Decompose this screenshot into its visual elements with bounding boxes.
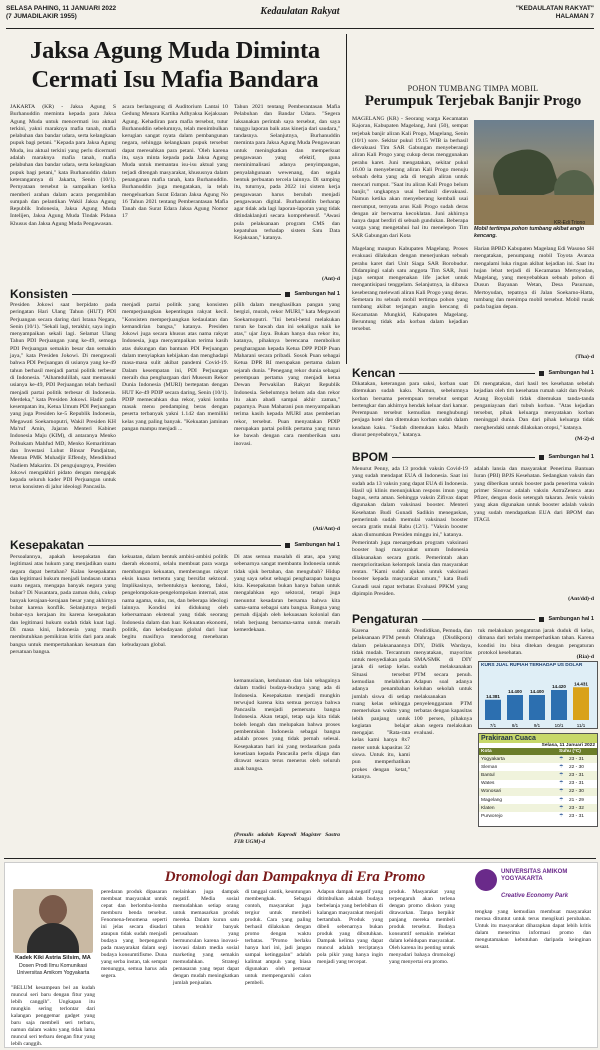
amikom-emblem-icon	[475, 869, 497, 891]
promo-col-3: melainkan juga dampak negatif. Media sosial memudahkan setiap orang untuk memasarkan produk mereka. Dalam kurun satu tahun terakhir banyak perusahaan yang bermunculan karena inovasi-inovasi dalam media sosial marketing yang semakin memudahkan. Strategi pemasaran yang tepat dapat dengan mudah meningkatkan jumlah penjualan.	[173, 889, 239, 986]
weather-city: Bantul	[481, 772, 495, 778]
kurs-value-label: 14.420	[552, 684, 566, 689]
pengaturan-sambungan: Sambungan hal 1	[548, 616, 594, 622]
lead-tag: (Ant)-d	[321, 276, 340, 282]
square-bullet-icon	[539, 371, 544, 376]
kurs-date-label: 8/1	[511, 723, 519, 728]
weather-table-header	[479, 748, 597, 755]
header-right-block	[516, 5, 594, 21]
pengaturan-title: Pengaturan	[352, 612, 419, 626]
weather-box	[478, 733, 598, 827]
kesepakatan-header	[10, 538, 340, 552]
rain-icon: ☂	[559, 772, 564, 778]
kurs-date-label: 11/1	[576, 723, 586, 728]
kurs-bar	[485, 700, 501, 720]
kencan-title: Kencan	[352, 366, 396, 380]
tumbang-tag: (Tha)-d	[575, 354, 594, 360]
kesepakatan-title: Kesepakatan	[10, 538, 85, 552]
kurs-title: KURS JUAL RUPIAH TERHADAP US DOLAR	[481, 663, 583, 668]
kesepakatan-col-1: Persoalannya, apakah kesepakatan dan legitimasi atas hukum yang menjadikan suatu negara dapat bertahan? Kalau kesepakatan dan legitimasi hukum menjadi landasan utama suatu negara, mengapa banyak negara yang bubar? Di Nusantara, pada zaman dulu, cukup banyak kerajaan-kerajaan besar yang akhirnya bubar karena konflik. Selanjutnya terjadi bubar-nya kerajaan itu karena kesepakatan dan legitimasi hukum sudah tidak kuat lagi. Di masa kini, Indonesia yang masih membutuhkan pemikiran kritis dari para anak bangsa untuk mempertahankan kesatuan dan persatuan bangsa.	[10, 554, 116, 655]
kencan-col-1: Dikatakan, keterangan para saksi, korban saat ditemukan sudah kaku. Namun, sebelumnya korban bersama perempuan tersebut sempat bertengkar dan akhirnya hendak keluar dari kamar. Perempuan tersebut kemudian menghubungi penjaga hotel dan ditemukan korban sudah dalam keadaan kaku. "Sudah ditemukan kaku. Masih diusut penyebabnya," katanya.	[352, 381, 468, 439]
promo-col-7: tengkap yang kemudian membuat masyarakat merasa dituntut untuk terus mengikuti perubahan. Untuk itu masyarakat diharapkan dapat lebih kritis dalam menerima informasi promo dan mengutamakan kebutuhan daripada keinginan sesaat.	[475, 909, 591, 950]
kurs-bar	[551, 690, 567, 720]
pengaturan-col-2: Pendidikan, Pemuda, dan Olahraga (Disdikpora) DIY, Didik Wardaya, menyatakan, mayoritas SMA/SMK di DIY sudah melaksanakan PTM secara penuh. Adapun soal adanya keluhan sekolah untuk melaksanakan penyelenggaraan PTM terbatas dengan kapasitas 100 persen, pihaknya akan segera melakukan evaluasi.	[414, 628, 472, 737]
kencan-sambungan: Sambungan hal 1	[548, 370, 594, 376]
weather-row	[479, 755, 597, 763]
author-head-shape	[39, 895, 67, 925]
bpom-col-2: Pemerintah juga menargetkan program vaksinasi booster bagi masyarakat umum Indonesia dilaksanakan secara gratis. Pemerintah akan memprioritaskan kelompok lansia dan masyarakat rentan. "Kami sudah ajukan untuk vaksinasi booster kepada masyarakat umum," kata Budi Gunadi usai rapat terbatas Evaluasi PPKM yang dipimpin Presiden.	[352, 540, 468, 598]
bpom-tag: (Ant/dd)-d	[568, 596, 594, 602]
weather-row	[479, 804, 597, 812]
kurs-value-label: 14.400	[530, 689, 544, 694]
author-photo	[13, 889, 93, 953]
kurs-bar	[507, 695, 523, 720]
kesepakatan-col-2: kekuatan, dalam bentuk ambisi-ambisi politik daerah ekonomi, selalu membuat para warga membangun kekuatan, memberangus rakyat eksis kuasa tertentu yang bersifat sektoral. Implikasinya, terbentuknya kentong, faksi, pengelompokan-pengelompokan internal, atas nama agama, suku, ras, dan beberapa ideologi lainnya. Kondisi ini didukung oleh kebersamaan ekstenal yang tidak seorang Indonesia dalam dan luar. Kekuatan ekonomi, politik, dan kebudayaan global dari luar begitu masifnya mendorong menebaran kebudayaan global.	[122, 554, 228, 648]
kesepakatan-sambungan: Sambungan hal 1	[294, 542, 340, 548]
tumbang-col-3: Harian BPBD Kabupaten Magelang Edi Wasono SH mengatakan, penumpang mobil Toyota Avanza mengalami luka ringan akibat kejadian ini. Saat itu hujan lebat terjadi di Kecamatan Mertoyudan, Magelang, yang menyebabkan sebuah pohon di Dusun Bayanan Wetan, Desa Pasuruan, Mertoyudan, tepatnya di Jalan Soekarno-Hatta, tumbang dan menimpa mobil tersebut. Mobil rusak pada bagian depan.	[474, 246, 594, 311]
kesepakatan-col-3: Di atas semua masalah di atas, apa yang sebenarnya sangat membantu Indonesia untuk tidak ujuk bertahan, dan mengubah? Hidup yang saya sebut sebagai pengharapan bangsa kita. Kesepakatan bukan hanya bahan untuk mengalahkan ego sektoral, tetapi juga menuntut kesadaran bersama bahwa kita sama-sama sebagai satu bangsa. Bangsa yang pernah dijajah oleh kekuasaan kolonial dan telah berjuang bersama-sama untuk meraih kemerdekaan.	[234, 554, 340, 633]
lead-col-1: JAKARTA (KR) - Jaksa Agung S Burhanuddin meminta kepada para Jaksa Agung Muda untuk mencermati isu aktual terkini, yakni maraknya mafia tanah, mafia pelabuhan dan bandar udara, serta kelangkaan pupuk bagi petani. "Kepada para Jaksa Agung Muda, isu aktual terkini yang perlu dicermati adalah maraknya mafia tanah, mafia pelabuhan dan bandar udara, serta kelangkaan pupuk bagi petani," kata Burhanuddin dalam keterangannya di Jakarta, Senin (10/1). Pernyataan tersebut ia sampaikan ketika memberi arahan dalam acara pengambilan sumpah dan pelantikan Wakil Jaksa Agung Republik Indonesia, Jaksa Agung Muda Intelijen, Jaksa Agung Muda Tindak Pidana Khusus dan Jaksa Agung Muda Pengawasan.	[10, 104, 116, 227]
kurs-chart	[478, 661, 598, 729]
date-line: SELASA PAHING, 11 JANUARI 2022	[6, 5, 117, 12]
rain-icon: ☂	[559, 789, 564, 795]
rain-icon: ☂	[559, 813, 564, 819]
weather-date: Selasa, 11 Januari 2022	[541, 743, 595, 748]
weather-city: Wonosari	[481, 789, 502, 795]
weather-row	[479, 780, 597, 788]
promo-col-2: peredaran produk dipasaran membuat masyarakat untuk cepat dan berlomba-lomba memburu benda tersebut. Fenomena-fenomena seperti ini jelas secara disadari ataupun tidak sudah menjadi budaya yang berpengaruh pada masyarakat dalam segi budaya konsumtifisme. Duna yang serba instan, tak sempat menunggu, semua harus ada segera.	[101, 889, 167, 979]
author-body-shape	[27, 923, 79, 953]
konsisten-title: Konsisten	[10, 287, 69, 301]
weather-temp: 22 - 30	[569, 789, 584, 795]
promo-col-4: di tanggal cantik, keuntungan membengkak. Sebagai contoh, masyarakat juga tergiur untuk membeli produk. Cara yang paling berhasil dilakukan dengan promo dengan waktu terbatas. "Promo berlaku hanya hari ini, jadi jangan sampai ketinggalan" adalah kalimat ampuh yang biasa digunakan oleh pemasar untuk mempengaruhi calon pembeli.	[245, 889, 311, 986]
kurs-value-label: 14.431	[574, 681, 588, 687]
weather-row	[479, 788, 597, 796]
weather-temp: 23 - 31	[569, 781, 584, 787]
square-bullet-icon	[539, 455, 544, 460]
weather-temp: 23 - 31	[569, 756, 584, 762]
banner-rule	[4, 858, 596, 859]
weather-city: Magelang	[481, 797, 503, 803]
tumbang-kicker: POHON TUMBANG TIMPA MOBIL	[407, 84, 539, 93]
weather-city: Wates	[481, 781, 495, 787]
section-rule	[72, 294, 281, 295]
news-photo	[474, 120, 594, 225]
tumbang-col-1: MAGELANG (KR) - Seorang warga Kecamatan Kajoran, Kabupaten Magelang, Juni (50), sempat terjebak banjir aliran Kali Progo, Magelang, Senin (10/1) sore. Sekitar pukul 19.15 WIB ia berhasil dievakuasi Tim SAR Gabungan menyeberangi aliran Kali Progo yang cukup deras menggunakan perahu karet. Juni mengatakan, sekitar pukul 16.00 ia menyeberang aliran Kali Progo menuju sebuah delta yang ada di tengah aliran untuk mencari rumput. "Saat itu aliran Kali Progo belum banjir," ungkapnya usai berhasil dievakuasi. Namun ketika akan menyeberang kembali usai merumput, ternyata arus Kali Progo sudah deras dengan air berwarna kecoklatan. Juni akhirnya hanya dapat berdiri di sebuah gundukan. Beberapa warga yang mengetahui hal itu menelepon Tim SAR Gabungan dari Kota	[352, 116, 468, 239]
tumbang-headline: Perumpuk Terjebak Banjir Progo	[364, 93, 582, 109]
square-bullet-icon	[285, 292, 290, 297]
promo-banner	[4, 862, 598, 1048]
lead-headline-line2: Cermati Isu Mafia Bandara	[31, 66, 319, 93]
square-bullet-icon	[539, 617, 544, 622]
author-title: Dosen Prodi Ilmu Komunikasi Universitas Amikom Yogyakarta	[16, 963, 90, 976]
weather-col-city: Kota	[481, 749, 492, 754]
photo-credit: KR-Edi Triono	[554, 220, 586, 226]
lead-headline	[10, 36, 340, 94]
kesepakatan-author: (Penulis adalah Kaprodi Magister Sastra FIB UGM)-d	[234, 832, 340, 846]
javanese-date: (7 JUMADILAKIR 1955)	[6, 13, 77, 20]
section-rule	[422, 619, 535, 620]
weather-temp: 23 - 31	[569, 772, 584, 778]
weather-row	[479, 763, 597, 771]
kencan-header	[352, 366, 594, 380]
column-divider	[346, 34, 347, 364]
konsisten-col-2: menjadi partai politik yang konsisten memperjuangkan kepentingan rakyat kecil. "Konsisten memperjuangkan kedaulatan dan kemandirian bangsa," katanya. Presiden Jokowi juga secara khusus atas nama rakyat Indonesia, juga menyampaikan terima kasih atas dukungan dan bantuan PDI Perjuangan dalam menyiapkan kebijakan dan menghadapi masa-masa sulit akibat pandemi Covid-19. Dalam kesempatan ini, PDI Perjuangan meraih dua penghargaan dari Museum Rekor Dunia Indonesia (MURI) bertepatan dengan HUT Ke-49 PDIP secara daring, Senin (10/1). PDIP memecahkan dua rekor, yakni lomba masak menu pendamping beras dengan peserta terbanyak yakni 1.142 dan memiliki kelas yang paling banyak. "Kekuatan jaminan pangan mampu menjadi ...	[122, 302, 228, 433]
section-rule	[399, 373, 535, 374]
kesepakatan-col-4: kemanusiaan, ketuhanan dan lain sebagainya dalam tradisi budaya-budaya yang ada di Indonesia. Kesepakatan menjadi mungkin terwujud karena kita semua percaya bahwa Pancasila menjadi pemersatu bangsa Indonesia. Akan tetapi, tetap saja kita tidak boleh lengah dan melupakan bahwa proses pembentukan Indonesia sebagai bangsa adalah proses yang tidak pernah selesai. Kesepakatan hari ini yang terdasarkan pada kesetiaan kepada Pancasila perlu dijaga dan dirawat secara terus menerus oleh seluruh anak bangsa.	[234, 678, 340, 772]
amikom-logo	[475, 867, 591, 907]
pengaturan-tag: (Ria)-d	[576, 654, 594, 660]
lead-col-2: acara berlangsung di Auditorium Lantai 10 Gedung Menara Kartika Adhyaksa Kejaksaan Agung. Kehadiran para mafia tersebut, tutur Burhanuddin sebelumnya, telah menimbulkan kerugian sangat nyata dalam pembangunan negara, sehingga kelangkaan pupuk tersebut dapat meresahkan para petani. 'Oleh karena itu, saya minta kepada pada Jaksa Agung Muda untuk memantau isu-isu aktual yang terjadi ditengah masyarakat, khususnya dalam penanganan mafia tanah, kata Burhanuddin. Burhanuddin juga mengatakan, ia telah mengeluarkan Surat Edaran Jaksa Agung No 16 Tahun 2021 tentang Pemberantasan Mafia Tanah dan Surat Edara Jaksa Agung Nomor 17	[122, 104, 228, 220]
konsisten-sambungan: Sambungan hal 1	[294, 291, 340, 297]
section-name: "KEDAULATAN RAKYAT"	[515, 5, 594, 12]
kurs-date-label: 9/1	[533, 723, 541, 728]
weather-temp: 22 - 30	[569, 764, 584, 770]
weather-title: Prakiraan Cuaca	[479, 734, 597, 743]
rain-icon: ☂	[559, 781, 564, 787]
rain-icon: ☂	[559, 797, 564, 803]
konsisten-col-1: Presiden Jokowi saat berpidato pada peringatan Hari Ulang Tahun (HUT) PDI Perjuangan secara daring dari Istana Negara, Senin (10/1). "Sekali lagi, terakhir, saya ingin menyampaikan sekali lagi. Selamat Ulang Tahun PDI Perjuangan yang ke-49, semoga PDI Perjuangan semakin besar dan semakin jaya," kata Presiden Jokowi. Di mengawali bahwa PDI Perjuangan di usianya yang ke-49 tahun berhasil menjadi partai politik terbesar di Indonesia. "Alhamdulillah, saat memasuki usianya ke-49, PDI Perjuangan telah berhasil menjadi partai politik terbesar di Indonesia. Merdeka," kata Presiden Jokowi. Hadir pada kesempatan itu, Ketua Umum PDI Perjuangan yang juga Presiden ke-5 Republik Indonesia, Megawati Soekarnoputri, Wakil Presiden KH Ma'ruf Amin, Jajaran Menteri Kabinet Indonesia Maju (KIM), di antaranya Menko Polhukam Mahfud MD, Menko Kemaritiman dan Investasi Luhut Binsar Pandjaitan, Mentan PMK Muhadjir Effendy, Mendikbud Nadiem Makarim. Di pengujungnya, Presiden Jokowi mengakhiri pidato dengan mengajak kepada seluruh kader PDI Perjuangan untuk terus konsisten di jalur ideologi Pancasila.	[10, 302, 116, 491]
kencan-tag: (M-2)-d	[575, 436, 594, 442]
amikom-name: UNIVERSITAS AMIKOM YOGYAKARTA	[501, 869, 568, 882]
square-bullet-icon	[285, 543, 290, 548]
amikom-tagline: Creative Economy Park	[501, 893, 569, 899]
section-rule	[392, 457, 535, 458]
rain-icon: ☂	[559, 805, 564, 811]
section-rule	[88, 545, 281, 546]
weather-col-temp: Suhu (°C)	[559, 749, 581, 754]
kurs-bar	[529, 695, 545, 720]
kurs-value-label: 14.381	[486, 693, 500, 699]
promo-col-6: produk. Masyarakat yang terpengaruh akan terlena dengan promo diskon yang ditawarkan. Tanpa berpikir panjang mereka membeli produk tersebut. Budaya konsumtif semakin melekat dalam kehidupan masyarakat. Oleh karena itu penting untuk menyadari bahaya dromologi yang menyertai era promo.	[389, 889, 455, 965]
weather-temp: 21 - 29	[569, 797, 584, 803]
weather-rows	[479, 755, 597, 821]
kurs-date-label: 7/1	[489, 723, 497, 728]
weather-city: Yogyakarta	[481, 756, 505, 762]
promo-title: Dromologi dan Dampaknya di Era Promo	[164, 869, 426, 885]
promo-col-1: "BELUM kesampean bel an kudah muncul seri baru dengan fitur yang lebih canggih". Ungkapan itu mungkin sering terlontar dari kalangan penggemar gadget yang baru saja membeli seri terbaru, namun dalam waktu yang tidak lama muncul seri terbaru dengan fitur yang lebih canggih.	[11, 985, 95, 1047]
author-name: Kadek Kiki Astria Silsim, MA	[15, 955, 91, 961]
kurs-value-label: 14.400	[508, 689, 522, 694]
konsisten-tag: (Ati/Ant)-d	[312, 526, 340, 532]
bpom-col-3: adalah lansia dan masyarakat Penerima Bantuan Iuran (PBI) BPJS Kesehatan. Sedangkan vaksin dan yang diberikan untuk booster pada penerima vaksin primer Sinovac adalah vaksin AstraZeneca atau Pfizer, dengan dosis setengah takaran. Jenis vaksin yang akan digunakan untuk booster adalah vaksin yang sudah mendapatkan EUA dari BPOM dan ITAGI.	[474, 466, 594, 524]
page-number: HALAMAN 7	[555, 13, 594, 20]
masthead: Kedaulatan Rakyat	[260, 6, 340, 17]
kencan-col-2: Di mengatakan, dari hasil tes kesehatan sebelah kejadian oleh tim kesehatan rumah sakit dan Polsek Arang Boyolali tidak ditemukan tanda-tanda penganiayaan dari tubuh korban. "Atas kejadian tersebut, pihak keluarga menyatakan korban meninggal dunia. Dan dari pihak keluarga tidak menghendaki untuk dilakukan otopsi," katanya.	[474, 381, 594, 431]
weather-city: Klaten	[481, 805, 495, 811]
weather-row	[479, 796, 597, 804]
weather-temp: 23 - 31	[569, 813, 584, 819]
promo-col-5: Adapun dampak negatif yang ditimbulkan adalah budaya berbelanja yang berlebihan di kalangan masyarakat menjadi bertambah. Produk yang dibeli sebenarnya bukan produk yang dibutuhkan. Dampak kelima yang dapat muncul adalah terciptanya pola pikir yang hanya ingin menjadi yang tercepat.	[317, 889, 383, 965]
lead-col-3: Tahun 2021 tentang Pemberantasan Mafia Pelabuhan dan Bandar Udara. "Segera laksanakan perintah saya tersebut, dan saya tunggu laporan baik atas kinerja dari saudara," tandasnya. Selanjutnya, Burhanuddin meminta para Jaksa Agung Muda Pengawasan untuk meningkatkan dan memperkuat pengawasan yang efektif, guna meminimalisasi adanya penyimpangan, penyalahgunaan wewenang, dan segala bentuk perbuatan tercela lainnya. Di samping itu, tuturnya, pada 2022 ini sistem kerja pengawasan harus berubah menjadi pengawasan digital. Burhanuddin berharap agar tidak ada lagi laporan-laporan yang tidak ditindaklanjuti secara komprehensif. "Awasi pula pelaksanaan program CMS dan kepatuhan terhadap sistem Satu Data Kejaksaan," katanya.	[234, 104, 340, 242]
weather-row	[479, 812, 597, 820]
photo-caption: Mobil tertimpa pohon tumbang akibat angin kencang.	[474, 226, 585, 239]
kurs-bars-svg	[479, 670, 595, 728]
lead-headline-line1: Jaksa Agung Muda Diminta	[30, 37, 320, 64]
page-header	[6, 4, 594, 29]
bpom-header	[352, 450, 594, 464]
weather-city: Sleman	[481, 764, 498, 770]
bpom-sambungan: Sambungan hal 1	[548, 454, 594, 460]
weather-row	[479, 771, 597, 779]
kurs-date-label: 10/1	[554, 723, 564, 728]
tumbang-col-2: Magelang maupun Kabupaten Magelang. Proses evakuasi dilakukan dengan menerjunkan sebuah perahu karet dari Unit Siaga SAR Borobudur. Didampingi salah satu anggota Tim SAR, Juni juga sempat mengenakan life jacket untuk mengantisipasi tenggelam. Selanjutnya, ia dibawa keseberang melewati aliran Kali Progo yang deras. Semetara itu sebuah mobil tertimpa pohon yang tumbang akibat terjangan angin kencang di Kecamatan Mungkid, Kabupaten Magelang. Beruntung tidak ada korban dalam kejadian tersebut.	[352, 246, 468, 333]
konsisten-header	[10, 287, 340, 301]
pengaturan-col-3: tuk melakukan pengaturan jarak duduk di kelas, dimana dari terlalu memperhatikan tahan. Karena kondisi itu bisa ditekan dengan pengaturan protokol kesehatan.	[478, 628, 594, 656]
bpom-title: BPOM	[352, 450, 388, 464]
kurs-bar	[573, 687, 589, 720]
pengaturan-header	[352, 612, 594, 626]
konsisten-col-3: pilih dalam menghasilkan pangan yang bergizi, murah, rekor MURI," kata Megawati Soekarnoputri. "Ini betul-betul melakukan turun ke bawah dan ini sekaligus naik ke atas," ujar Jaya. Bukan hanya dua rekor itu, katanya, pihaknya berencana memboikot pengharagaan kepada Ketua DPP PDIP Puan Maharani secara pribadi. Sosok Puan sebagai Ketua DPR RI merupakan pertama dalam sejarah dunia. "Penegang rekor dunia sebagai perempuan pertama yang menjadi ketua Dewan Perwakilan Rakyat Republik Indonesia. Sebelumnya belum ada dan rekor itu akan abadi sampai akhir zaman," paparnya. Puan Maharani pun menyampaikan terima kasih kepada MURI atas pemberian rekor, tersebut. Puan menyatakan PDIP merupakan partai politik pertama yang turun ke bawah dengan cara memberikan satu inovasi.	[234, 302, 340, 447]
pengaturan-col-1: Karena untuk pelaksanaan PTM penuh dalam pelaksanaannya tidak mudah. Tercantum untuk menyediakan pada jarak di setiap kelas. Situasi tersebut kemudian melahirkan adanya penambahan jumlah siswa di setiap ruang kelas sehingga memerlukan waktu yang lebih panjang untuk kegiatan belajar mengajar. "Rata-rata kelas kami hanya 8x7 meter untuk kapasitas 32 siswa. Untuk itu, kami pun memperhatikan prokes dengan ketat," katanya.	[352, 628, 410, 780]
weather-temp: 23 - 32	[569, 805, 584, 811]
bpom-col-1: Menurut Penny, ada 13 produk vaksin Covid-19 yang sudah mendapat EUA di Indonesia. Saat ini sudah ada 13 vaksin yang dapat EUA di Indonesia. Hasil uji klinis menunjukkan respons imun yang bagus, serta aman. Sehingga vaksin Zifivax dapat digunakan dalam vaksinasi booster. Menteri Kesehatan Budi Gunadi Sadikin menegaskan, pemerintah sudah memulai vaksinasi booster secara gratis mulai Rabu (12/1). "Vaksin booster akan diumumkan Presiden minggu ini," katanya.	[352, 466, 468, 538]
rain-icon: ☂	[559, 756, 564, 762]
weather-city: Purworejo	[481, 813, 503, 819]
rain-icon: ☂	[559, 764, 564, 770]
